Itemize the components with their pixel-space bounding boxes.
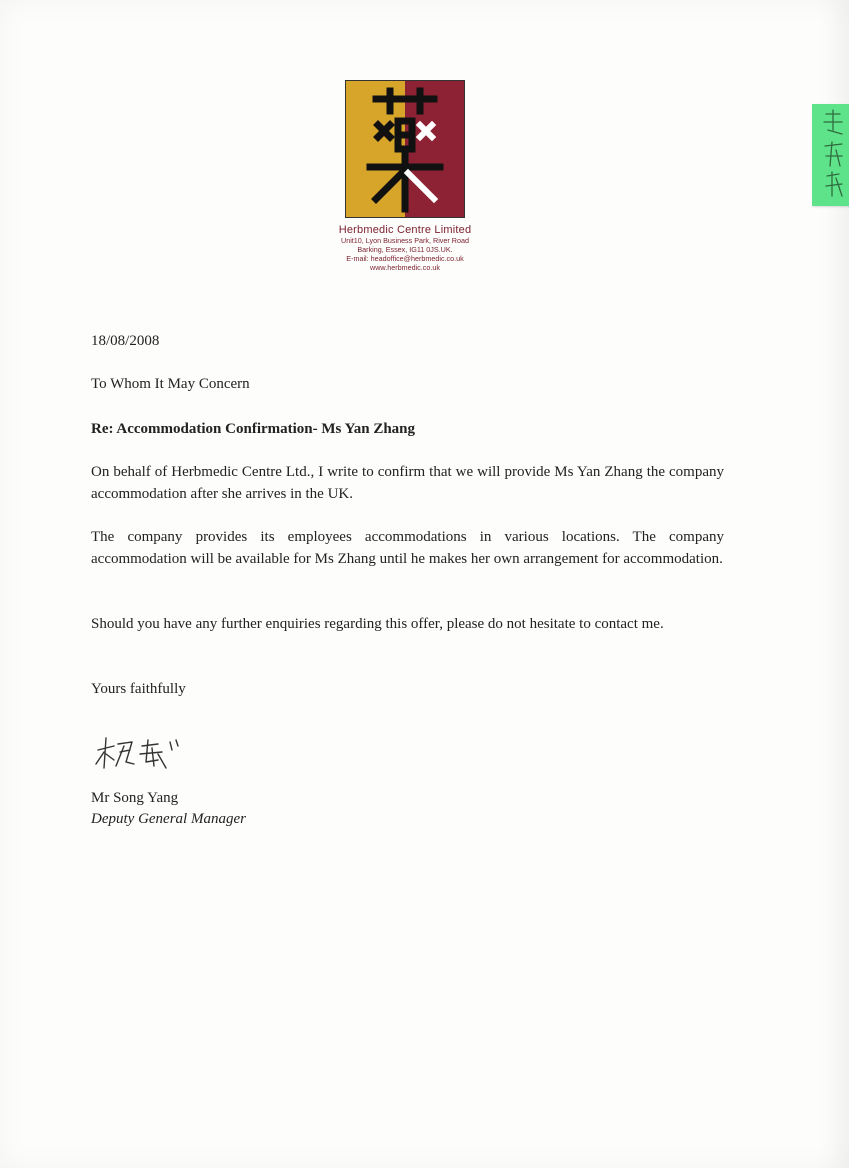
company-address-line2: Barking, Essex, IG11 0JS.UK. (357, 245, 453, 254)
herb-character-logo-icon (346, 81, 464, 217)
body-paragraph: Should you have any further enquiries regarding this offer, please do not hesitate to contact me. (91, 616, 664, 632)
body-paragraph: The company provides its employees accommodations in various locations. The company accommodation will be available for Ms Zhang until he makes her own arrangement for accommodation. (91, 529, 724, 567)
handwritten-signature (92, 732, 192, 777)
company-address-line1: Unit10, Lyon Business Park, River Road (341, 236, 469, 245)
letterhead (300, 224, 510, 272)
signer-name: Mr Song Yang (91, 790, 179, 806)
closing: Yours faithfully (91, 681, 186, 697)
company-logo (345, 80, 465, 218)
signer-title: Deputy General Manager (91, 811, 246, 827)
salutation: To Whom It May Concern (91, 376, 250, 392)
subject-line: Re: Accommodation Confirmation- Ms Yan Zhang (91, 421, 416, 437)
company-website: www.herbmedic.co.uk (370, 263, 440, 272)
letter-date: 18/08/2008 (91, 333, 160, 349)
company-email: E-mail: headoffice@herbmedic.co.uk (346, 254, 464, 263)
green-sticky-note (812, 104, 849, 206)
company-name: Herbmedic Centre Limited (338, 224, 472, 236)
sticky-note-handwriting (812, 104, 849, 206)
body-paragraph: On behalf of Herbmedic Centre Ltd., I write to confirm that we will provide Ms Yan Zhang the company accommodation after she arrives in the UK. (91, 464, 724, 502)
